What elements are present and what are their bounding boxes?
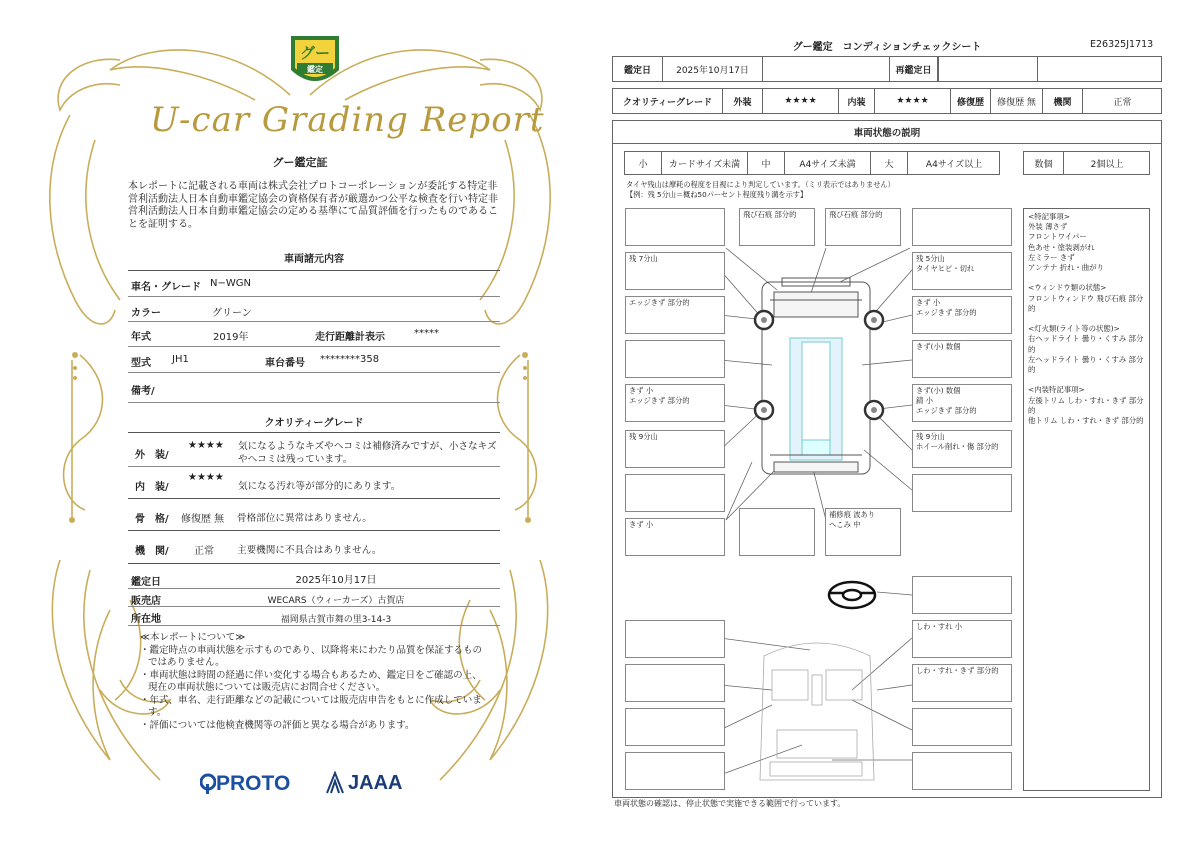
count-label: 数個 [1024, 152, 1064, 174]
damage-box-10: きず(小) 数個 [912, 340, 1012, 378]
damage-box-3: 飛び石痕 部分的 [825, 208, 901, 246]
inspection-date: 2025年10月17日 [295, 575, 377, 586]
dealer-label: 販売店 [131, 596, 161, 607]
damage-box-5: 残 7分山 [625, 252, 725, 290]
damage-box-4 [912, 208, 1012, 246]
damage-box-27 [625, 752, 725, 790]
damage-box-18 [739, 508, 815, 556]
remarks-label: 備考/ [131, 386, 155, 397]
size-medium-desc: A4サイズ未満 [785, 152, 871, 174]
specs-title: 車両諸元内容 [284, 254, 344, 265]
color-label: カラー [131, 308, 161, 319]
quality-exterior-label: 外 装/ [135, 450, 169, 461]
damage-box-17: きず 小 [625, 518, 725, 556]
notes-item-1: ・鑑定時点の車両状態を示すものであり、以降将来にわたり品質を保証するものではありません。 [140, 645, 483, 668]
damage-box-2: 飛び石痕 部分的 [739, 208, 815, 246]
quality-title: クオリティーグレード [264, 418, 364, 429]
damage-box-12: きず(小) 数個 錆 小 エッジきず 部分的 [912, 384, 1012, 422]
quality-frame-comment: 骨格部位に異常はありません。 [237, 513, 372, 524]
damage-box-28 [912, 752, 1012, 790]
quality-exterior-grade: ★★★★ [188, 440, 224, 451]
redate-label: 再鑑定日 [890, 57, 938, 81]
damage-box-20 [912, 576, 1012, 614]
quality-exterior-comment: 気になるようなキズやヘコミは補修済みですが、小さなキズやヘコミは残っています。 [238, 441, 497, 465]
certificate-title: グー鑑定証 [272, 156, 328, 169]
notes-item-3: ・年式、車名、走行距離などの記載については販売店申告をもとに作成しています。 [140, 695, 482, 718]
damage-box-14: 残 9分山 ホイール削れ・傷 部分的 [912, 430, 1012, 468]
damage-box-13: 残 9分山 [625, 430, 725, 468]
damage-box-22: しわ・すれ 小 [912, 620, 1012, 658]
year-label: 年式 [131, 332, 151, 343]
size-small-desc: カードサイズ未満 [662, 152, 748, 174]
chassis-value: ********358 [320, 354, 380, 365]
damage-box-25 [625, 708, 725, 746]
qg-label: クオリティーグレード [613, 89, 723, 113]
quality-interior-label: 内 装/ [135, 482, 169, 493]
size-legend [624, 151, 1000, 175]
name-label: 車名・グレード [131, 282, 201, 293]
jaaa-logo: JAAA [348, 772, 403, 794]
svg-text:鑑定: 鑑定 [307, 65, 323, 74]
size-medium: 中 [748, 152, 785, 174]
repair-label: 修復歴 [951, 89, 991, 113]
quality-interior-grade: ★★★★ [188, 472, 224, 483]
jaaa-logo-icon [325, 771, 345, 795]
svg-text:グー: グー [299, 44, 331, 62]
date-row [612, 56, 1162, 82]
proto-logo-icon [200, 772, 216, 794]
model-value: JH1 [172, 354, 189, 365]
date-label: 鑑定日 [613, 57, 663, 81]
engine-value: 正常 [1113, 97, 1132, 108]
special-notes: <特記事項> 外装 薄さず フロントワイパー 色あせ・塗装剥がれ 左ミラー きず アンテナ 折れ・曲がり <ウィンドウ類の状態> フロントウィンドウ 飛び石痕 部分的 <灯火類(ライト等の状態)> 右ヘッドライト 曇り・くすみ 部分的 左ヘッドライト 曇り・くすみ 部分的 <内装特記事項> 左後トリム しわ・すれ・きず 部分的 他トリム しわ・すれ・きず 部分的 [1023, 208, 1150, 791]
mileage-value: ***** [414, 328, 439, 339]
notes-item-2: ・車両状態は時間の経過に伴い変化する場合もあるため、鑑定日をご確認の上、現在の車両状態については販売店にお問合せください。 [140, 670, 482, 693]
redate-value [938, 57, 1038, 81]
date-value: 2025年10月17日 [663, 57, 763, 81]
int-label: 内装 [839, 89, 875, 113]
quality-engine-label: 機 関/ [135, 546, 169, 557]
count-legend [1023, 151, 1150, 175]
ext-grade: ★★★★ [763, 89, 839, 113]
goo-badge-logo [285, 30, 345, 92]
color-value: グリーン [212, 308, 252, 319]
report-title: U-car Grading Report [150, 100, 545, 140]
count-value: 2個以上 [1090, 159, 1124, 170]
tire-note-1: タイヤ残山は摩耗の程度を目視により判定しています。（ミリ表示ではありません） [626, 180, 895, 189]
tire-note-2: 【例：残 5分山＝概ね50パーセント程度残り溝を示す】 [626, 190, 808, 199]
damage-box-16 [912, 474, 1012, 512]
certificate-body: 本レポートに記載される車両は株式会社プロトコーポレーションが委託する特定非営利活動法人日本自動車鑑定協会の資格保有者が厳選かつ公平な検査を行い特定非営利活動法人日本自動車鑑定協会の定める基準にて品質評価を行ったものであることを証明する。 [128, 181, 498, 230]
sheet-title: グー鑑定 コンディションチェックシート [792, 42, 982, 53]
quality-engine-grade: 正常 [194, 546, 214, 557]
damage-box-8: きず 小 エッジきず 部分的 [912, 296, 1012, 334]
year-value: 2019年 [213, 332, 249, 343]
damage-box-9 [625, 340, 725, 378]
size-large: 大 [871, 152, 908, 174]
inspection-date-label: 鑑定日 [131, 577, 161, 588]
sheet-id: E26325J1713 [1090, 39, 1154, 50]
damage-box-24: しわ・すれ・きず 部分的 [912, 664, 1012, 702]
notes-title: ≪本レポートについて≫ [140, 632, 246, 643]
size-small: 小 [625, 152, 662, 174]
description-title: 車両状態の説明 [612, 120, 1162, 144]
redate-empty [1038, 57, 1162, 81]
grade-row [612, 88, 1162, 114]
engine-label: 機関 [1043, 89, 1083, 113]
footer-note: 車両状態の確認は、停止状態で実施できる範囲で行っています。 [614, 799, 846, 808]
quality-engine-comment: 主要機関に不具合はありません。 [237, 545, 382, 556]
size-large-desc: A4サイズ以上 [925, 159, 983, 170]
damage-box-15 [625, 474, 725, 512]
damage-box-1 [625, 208, 725, 246]
repair-value: 修復歴 無 [991, 89, 1043, 113]
dealer-value: WECARS（ウィーカーズ）古賀店 [267, 596, 405, 606]
date-empty [763, 57, 890, 81]
damage-box-7: エッジきず 部分的 [625, 296, 725, 334]
damage-box-26 [912, 708, 1012, 746]
steering-wheel-icon [829, 582, 875, 608]
damage-box-23 [625, 664, 725, 702]
notes-item-4: ・評価については他検査機関等の評価と異なる場合があります。 [140, 720, 415, 731]
damage-box-19: 補修痕 波あり へこみ 中 [825, 508, 901, 556]
model-label: 型式 [131, 358, 151, 369]
ext-label: 外装 [723, 89, 763, 113]
mileage-label: 走行距離計表示 [315, 332, 385, 343]
quality-frame-grade: 修復歴 無 [181, 514, 225, 525]
damage-box-11: きず 小 エッジきず 部分的 [625, 384, 725, 422]
address-label: 所在地 [131, 614, 161, 625]
quality-interior-comment: 気になる汚れ等が部分的にあります。 [238, 481, 401, 492]
proto-logo: PROTO [216, 772, 291, 795]
int-grade: ★★★★ [875, 89, 951, 113]
damage-box-21 [625, 620, 725, 658]
chassis-label: 車台番号 [265, 358, 305, 369]
quality-frame-label: 骨 格/ [135, 514, 169, 525]
damage-box-6: 残 5分山 タイヤヒビ・切れ [912, 252, 1012, 290]
name-value: N−WGN [210, 278, 251, 289]
address-value: 福岡県古賀市舞の里3-14-3 [280, 615, 392, 625]
